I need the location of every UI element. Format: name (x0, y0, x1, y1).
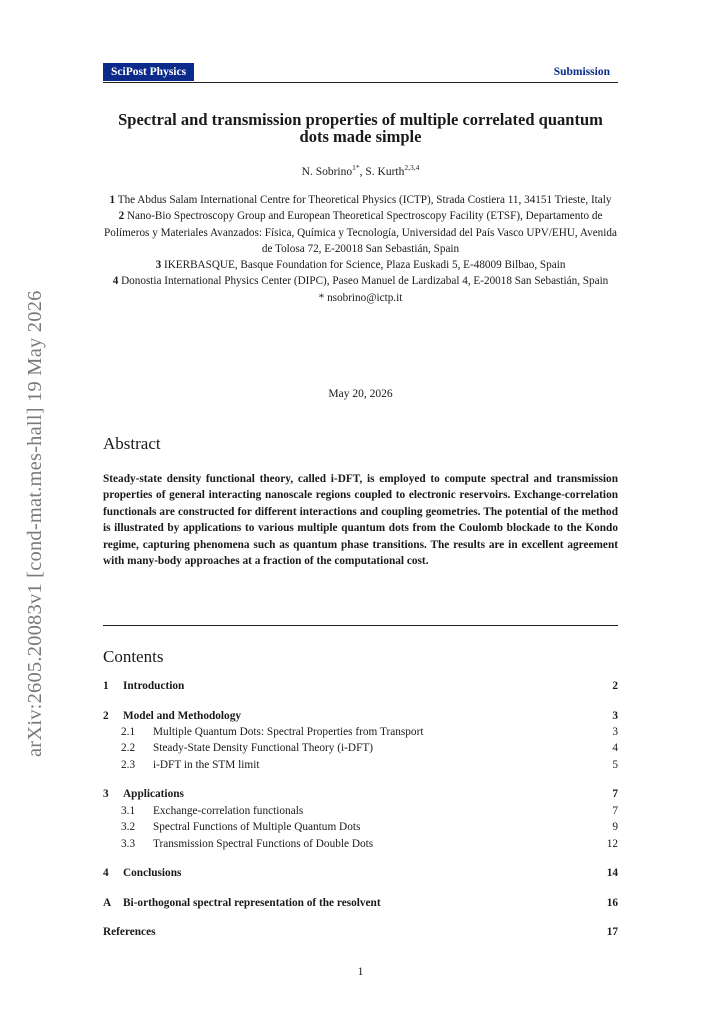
toc-page: 3 (612, 726, 618, 738)
abstract-heading: Abstract (103, 434, 161, 453)
author-sup: 1* (352, 163, 360, 172)
journal-badge: SciPost Physics (103, 63, 194, 81)
corresponding-email[interactable]: * nsobrino@ictp.it (318, 291, 403, 304)
toc-page: 12 (606, 838, 618, 850)
toc-title: Transmission Spectral Functions of Double Dots (153, 838, 374, 850)
paper-title: Spectral and transmission properties of multiple correlated quantum dots made simple (118, 110, 603, 146)
author-name: N. Sobrino (301, 165, 353, 178)
toc-number: 2.3 (121, 759, 136, 771)
toc-page: 4 (612, 742, 618, 754)
journal-header (103, 63, 618, 83)
toc-page: 7 (612, 788, 618, 800)
toc-number: 3 (103, 788, 109, 800)
toc-title: References (103, 926, 156, 938)
affiliation-text: The Abdus Salam International Centre for Theoretical Physics (ICTP), Strada Costiera 11, 34151 Trieste, Italy (117, 194, 612, 206)
toc-entry[interactable] (103, 838, 618, 854)
affiliation (103, 273, 618, 289)
toc-page: 3 (612, 710, 618, 722)
toc-title: Conclusions (123, 867, 182, 879)
toc-number: 3.3 (121, 838, 136, 850)
toc-title: i-DFT in the STM limit (153, 759, 260, 771)
toc-title: Introduction (123, 680, 185, 692)
affiliation (103, 257, 618, 273)
toc-entry[interactable] (103, 710, 618, 726)
toc-number: 2.2 (121, 742, 136, 754)
toc-entry[interactable] (103, 897, 618, 913)
affiliation (103, 208, 618, 257)
author-list (103, 160, 618, 180)
affiliation-number: 3 (155, 259, 162, 272)
toc-entry[interactable] (103, 759, 618, 775)
toc-number: 3.2 (121, 821, 136, 833)
toc-title: Exchange-correlation functionals (153, 805, 304, 817)
toc-title: Spectral Functions of Multiple Quantum Dots (153, 821, 361, 833)
affiliation-number: 2 (118, 210, 125, 223)
section-divider (103, 625, 618, 626)
toc-number: 2.1 (121, 726, 136, 738)
toc-title: Model and Methodology (123, 710, 241, 722)
toc-page: 7 (612, 805, 618, 817)
toc-entry[interactable] (103, 805, 618, 821)
affiliation (103, 192, 618, 208)
toc-entry[interactable] (103, 742, 618, 758)
toc-title: Applications (123, 788, 184, 800)
abstract-text: Steady-state density functional theory, called i-DFT, is employed to compute spectral and transmission properties of general interacting nanoscale regions coupled to electronic reservoirs. Exchange-correlation functionals are constructed for different interactions and coupling geometries. The potential of the method is illustrated by applications to various multiple quantum dots from the Coulomb blockade to the Kondo regime, capturing phenomena such as quantum phase transitions. The results are in excellent agreement with many-body approaches at a fraction of the computational cost. (103, 473, 618, 568)
contents-heading: Contents (103, 647, 164, 666)
toc-title: Multiple Quantum Dots: Spectral Properties from Transport (153, 726, 424, 738)
author-separator: , (359, 165, 366, 178)
toc-page: 2 (612, 680, 618, 692)
toc-page: 9 (612, 821, 618, 833)
affiliation-number: 1 (109, 194, 116, 206)
toc-page: 5 (612, 759, 618, 771)
toc-page: 16 (606, 897, 618, 909)
toc-entry[interactable] (103, 680, 618, 696)
affiliation-text: Donostia International Physics Center (DIPC), Paseo Manuel de Lardizabal 4, E-20018 San Sebastián, Spain (121, 275, 609, 288)
page-number: 1 (357, 966, 364, 978)
affiliation-text: IKERBASQUE, Basque Foundation for Science, Plaza Euskadi 5, E-48009 Bilbao, Spain (163, 259, 566, 272)
toc-number: 2 (103, 710, 109, 722)
affiliation-text: Nano-Bio Spectroscopy Group and European Theoretical Spectroscopy Facility (ETSF), Departamento de Polímeros y Materiales Avanzados: Física, Química y Tecnología, Universidad del País Vasco UPV/EHU, Avenida de Tolosa 72, E-20018 San Sebastián, Spain (104, 210, 617, 255)
paper-date: May 20, 2026 (328, 388, 393, 400)
toc-entry[interactable] (103, 867, 618, 883)
toc-page: 17 (606, 926, 618, 938)
toc-number: 3.1 (121, 805, 136, 817)
affiliations (103, 192, 618, 306)
toc-entry[interactable] (103, 926, 618, 942)
toc-entry[interactable] (103, 726, 618, 742)
toc-title: Bi-orthogonal spectral representation of the resolvent (123, 897, 381, 909)
toc-number: A (103, 897, 112, 909)
toc-page: 14 (606, 867, 618, 879)
toc-title: Steady-State Density Functional Theory (i-DFT) (153, 742, 374, 754)
arxiv-stamp[interactable]: arXiv:2605.20083v1 [cond-mat.mes-hall] 19 May 2026 (24, 290, 46, 757)
toc-entry[interactable] (103, 788, 618, 804)
affiliation-number: 4 (112, 275, 119, 288)
author-sup: 2,3,4 (404, 163, 420, 172)
toc-number: 1 (103, 680, 109, 692)
toc-number: 4 (103, 867, 109, 879)
author-name: S. Kurth (365, 165, 405, 178)
submission-label: Submission (553, 66, 610, 78)
toc-entry[interactable] (103, 821, 618, 837)
